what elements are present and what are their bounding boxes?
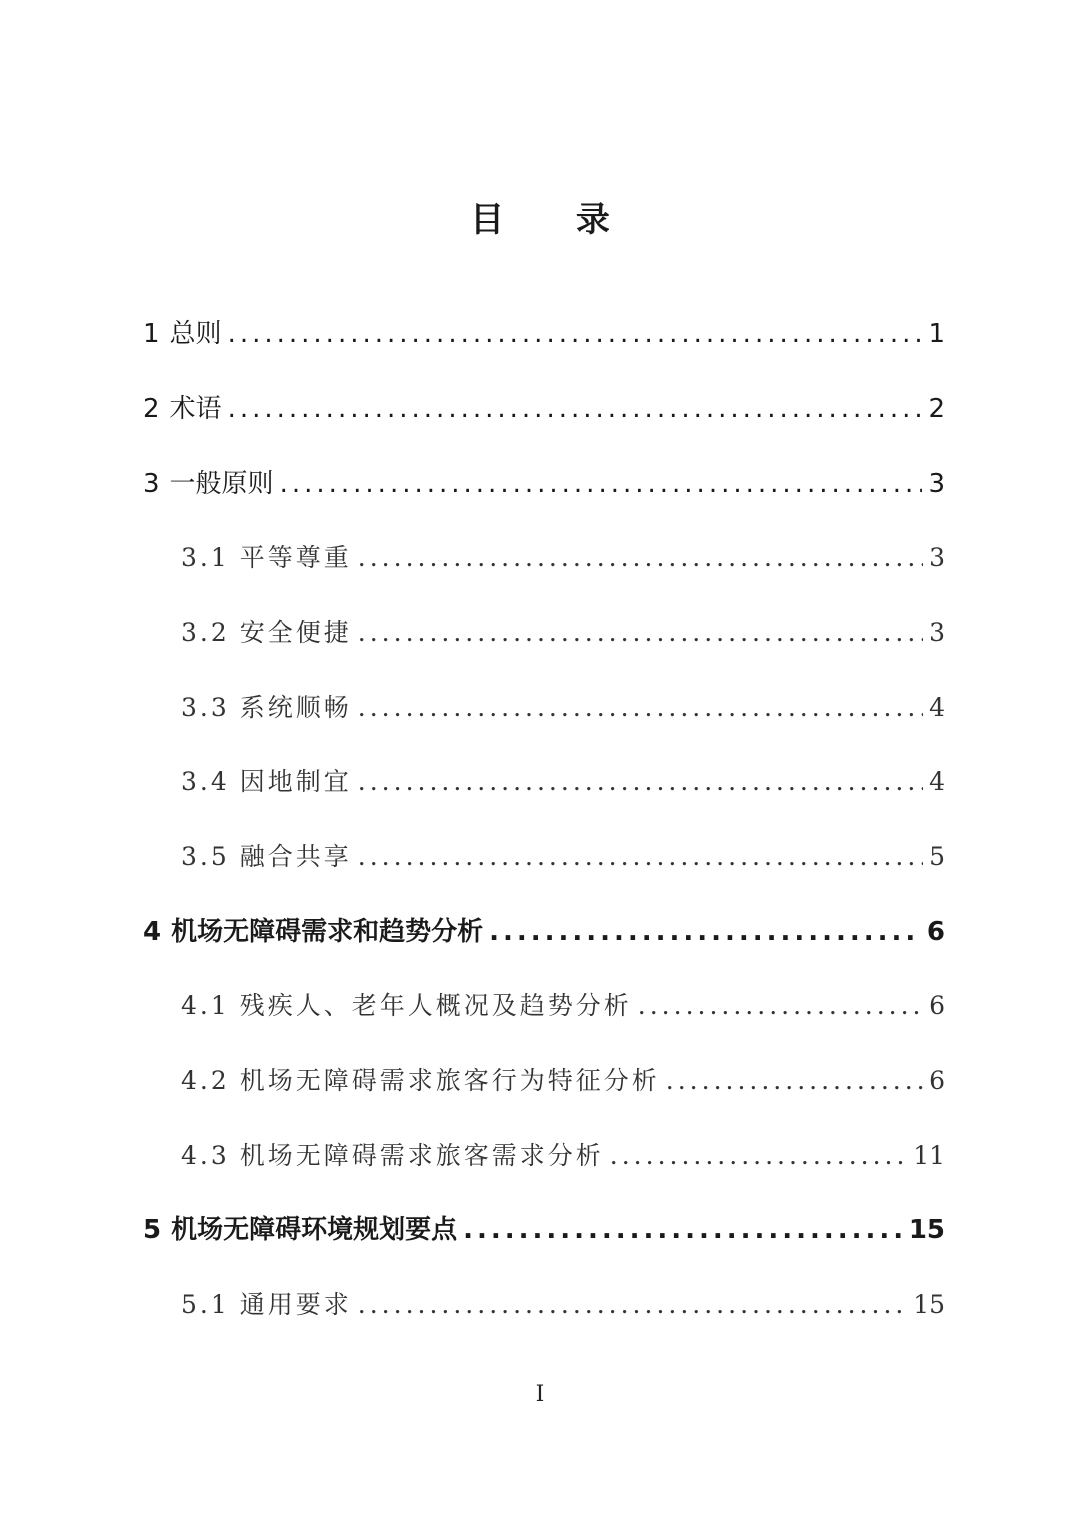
toc-entry-page: 3 — [929, 618, 945, 647]
toc-entry-page: 6 — [929, 991, 945, 1020]
toc-entry-4-3[interactable] — [181, 1134, 945, 1178]
toc-entry-page: 3 — [928, 469, 945, 499]
toc-entry-label: 机场无障碍需求旅客行为特征分析 — [239, 1066, 660, 1095]
toc-entry-label: 平等尊重 — [239, 543, 352, 572]
toc-dot-leader — [358, 686, 923, 730]
toc-dot-leader — [638, 984, 923, 1028]
toc-dot-leader — [358, 760, 923, 804]
toc-entry-number: 1 — [143, 319, 160, 349]
toc-entry-number: 4.3 — [181, 1141, 230, 1170]
toc-entry-page: 2 — [928, 394, 945, 424]
toc-entry-number: 4.1 — [181, 991, 230, 1020]
toc-entry-number: 3.1 — [181, 543, 230, 572]
toc-entry-1[interactable] — [143, 312, 945, 356]
toc-dot-leader — [280, 462, 923, 506]
toc-entry-page: 11 — [913, 1141, 945, 1170]
toc-entry-label: 融合共享 — [239, 842, 352, 871]
toc-entry-page: 6 — [929, 1066, 945, 1095]
toc-entry-number: 3.5 — [181, 842, 230, 871]
toc-entry-4-2[interactable] — [181, 1059, 945, 1103]
toc-entry-4[interactable] — [143, 910, 945, 954]
toc-entry-page: 15 — [908, 1215, 945, 1245]
toc-entry-3-5[interactable] — [181, 835, 945, 879]
toc-entry-label: 机场无障碍需求和趋势分析 — [171, 917, 484, 947]
toc-entry-page: 1 — [928, 319, 945, 349]
toc-entry-2[interactable] — [143, 387, 945, 431]
toc-entry-label: 术语 — [169, 394, 222, 424]
toc-entry-label: 总则 — [169, 319, 222, 349]
toc-entry-4-1[interactable] — [181, 984, 945, 1028]
toc-entry-3-3[interactable] — [181, 686, 945, 730]
toc-entry-number: 3.3 — [181, 693, 230, 722]
toc-entry-label: 安全便捷 — [239, 618, 352, 647]
toc-entry-label: 通用要求 — [239, 1290, 352, 1319]
toc-entry-number: 5 — [143, 1215, 162, 1245]
toc-dot-leader — [610, 1134, 907, 1178]
toc-entry-page: 5 — [929, 842, 945, 871]
toc-entry-number: 3.4 — [181, 767, 230, 796]
toc-dot-leader — [358, 1283, 907, 1327]
toc-entry-label: 一般原则 — [169, 469, 274, 499]
toc-entry-label: 残疾人、老年人概况及趋势分析 — [239, 991, 632, 1020]
toc-dot-leader — [463, 1208, 903, 1252]
toc-entry-number: 4 — [143, 917, 162, 947]
page-title: 目 录 — [470, 200, 640, 240]
toc-entry-number: 5.1 — [181, 1290, 230, 1319]
toc-entry-label: 机场无障碍环境规划要点 — [171, 1215, 458, 1245]
page-number-footer: I — [535, 1382, 545, 1407]
toc-entry-number: 2 — [143, 394, 160, 424]
toc-entry-3-1[interactable] — [181, 536, 945, 580]
toc-entry-3-4[interactable] — [181, 760, 945, 804]
toc-entry-5[interactable] — [143, 1208, 945, 1252]
toc-entry-page: 6 — [926, 917, 945, 947]
toc-entry-page: 4 — [929, 767, 945, 796]
toc-dot-leader — [666, 1059, 923, 1103]
toc-entry-5-1[interactable] — [181, 1283, 945, 1327]
toc-entry-page: 4 — [929, 693, 945, 722]
toc-entry-page: 15 — [913, 1290, 945, 1319]
toc-entry-number: 3.2 — [181, 618, 230, 647]
toc-dot-leader — [489, 910, 921, 954]
toc-entry-page: 3 — [929, 543, 945, 572]
toc-dot-leader — [228, 312, 923, 356]
toc-entry-label: 系统顺畅 — [239, 693, 352, 722]
toc-entry-3-2[interactable] — [181, 611, 945, 655]
toc-dot-leader — [358, 611, 923, 655]
toc-dot-leader — [358, 536, 923, 580]
toc-entry-label: 机场无障碍需求旅客需求分析 — [239, 1141, 604, 1170]
toc-dot-leader — [358, 835, 923, 879]
toc-entry-3[interactable] — [143, 462, 945, 506]
toc-entry-label: 因地制宜 — [239, 767, 352, 796]
toc-dot-leader — [228, 387, 923, 431]
toc-entry-number: 3 — [143, 469, 160, 499]
toc-entry-number: 4.2 — [181, 1066, 230, 1095]
